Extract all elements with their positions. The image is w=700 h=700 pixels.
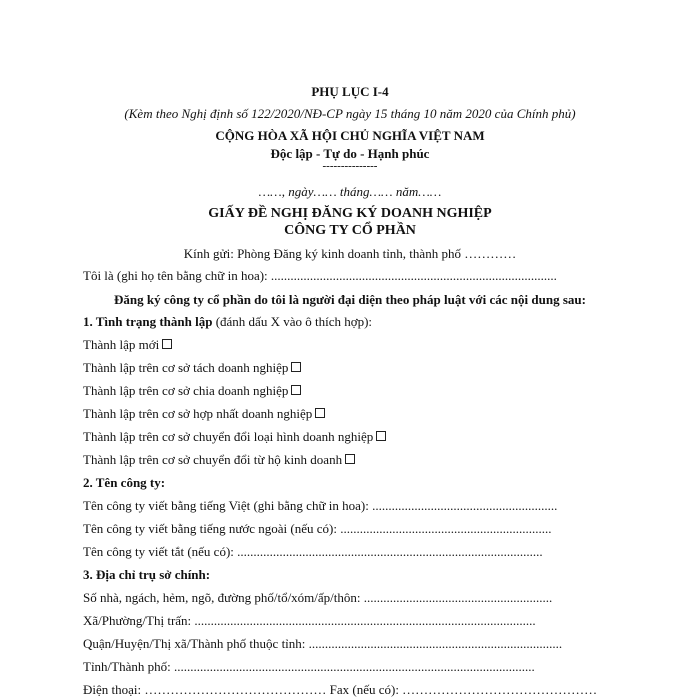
checkbox-icon[interactable] bbox=[291, 362, 301, 372]
option-label: Thành lập trên cơ sở tách doanh nghiệp bbox=[83, 360, 289, 375]
company-name-foreign-field[interactable]: Tên công ty viết bằng tiếng nước ngoài (nếu có): ................................................................. bbox=[83, 521, 552, 536]
checkbox-icon[interactable] bbox=[291, 385, 301, 395]
section-2-heading: 2. Tên công ty: bbox=[83, 475, 166, 490]
section-3-heading: 3. Địa chỉ trụ sở chính: bbox=[83, 567, 211, 582]
company-name-vi-field[interactable]: Tên công ty viết bằng tiếng Việt (ghi bằng chữ in hoa): ......................................................... bbox=[83, 498, 558, 513]
option-label: Thành lập trên cơ sở hợp nhất doanh nghiệp bbox=[83, 406, 313, 421]
decree-note: (Kèm theo Nghị định số 122/2020/NĐ-CP ngày 15 tháng 10 năm 2020 của Chính phủ) bbox=[124, 106, 576, 121]
applicant-name-field[interactable]: Tôi là (ghi họ tên bằng chữ in hoa): ........................................................................................ bbox=[83, 268, 557, 283]
option-convert-type[interactable] bbox=[83, 429, 386, 445]
checkbox-icon[interactable] bbox=[315, 408, 325, 418]
form-subtitle: CÔNG TY CỔ PHẦN bbox=[284, 223, 416, 238]
option-label: Thành lập trên cơ sở chuyển đổi từ hộ kinh doanh bbox=[83, 452, 343, 467]
form-title: GIẤY ĐỀ NGHỊ ĐĂNG KÝ DOANH NGHIỆP bbox=[208, 206, 492, 221]
checkbox-icon[interactable] bbox=[162, 339, 172, 349]
option-label: Thành lập trên cơ sở chia doanh nghiệp bbox=[83, 383, 289, 398]
date-line: ……, ngày…… tháng…… năm…… bbox=[258, 184, 442, 199]
option-split[interactable] bbox=[83, 360, 301, 376]
section-1-heading bbox=[83, 314, 372, 330]
checkbox-icon[interactable] bbox=[345, 454, 355, 464]
header-divider: --------------- bbox=[322, 160, 378, 172]
street-address-field[interactable]: Số nhà, ngách, hẻm, ngõ, đường phố/tổ/xóm/ấp/thôn: .......................................................... bbox=[83, 590, 553, 605]
province-field[interactable]: Tỉnh/Thành phố: ............................................................................................................... bbox=[83, 659, 535, 674]
option-divide[interactable] bbox=[83, 383, 301, 399]
option-label: Thành lập mới bbox=[83, 337, 160, 352]
section-1-title: 1. Tình trạng thành lập bbox=[83, 314, 213, 329]
section-1-note: (đánh dấu X vào ô thích hợp): bbox=[212, 314, 373, 329]
national-motto: Độc lập - Tự do - Hạnh phúc bbox=[270, 146, 430, 161]
phone-fax-field[interactable]: Điện thoại: …………………………………… Fax (nếu có): ……………………………………… bbox=[83, 682, 598, 697]
addressee-line: Kính gửi: Phòng Đăng ký kinh doanh tỉnh, thành phố ………… bbox=[183, 246, 517, 261]
option-convert-household[interactable] bbox=[83, 452, 355, 468]
ward-field[interactable]: Xã/Phường/Thị trấn: ......................................................................................................... bbox=[83, 613, 536, 628]
district-field[interactable]: Quận/Huyện/Thị xã/Thành phố thuộc tỉnh: .............................................................................. bbox=[83, 636, 563, 651]
checkbox-icon[interactable] bbox=[376, 431, 386, 441]
form-intro: Đăng ký công ty cổ phần do tôi là người đại diện theo pháp luật với các nội dung sau: bbox=[114, 292, 586, 307]
company-name-short-field[interactable]: Tên công ty viết tắt (nếu có): .............................................................................................. bbox=[83, 544, 543, 559]
option-merge[interactable] bbox=[83, 406, 325, 422]
appendix-label: PHỤ LỤC I-4 bbox=[311, 84, 389, 99]
country-name: CỘNG HÒA XÃ HỘI CHỦ NGHĨA VIỆT NAM bbox=[215, 128, 485, 143]
option-new[interactable] bbox=[83, 337, 172, 353]
option-label: Thành lập trên cơ sở chuyển đổi loại hình doanh nghiệp bbox=[83, 429, 374, 444]
